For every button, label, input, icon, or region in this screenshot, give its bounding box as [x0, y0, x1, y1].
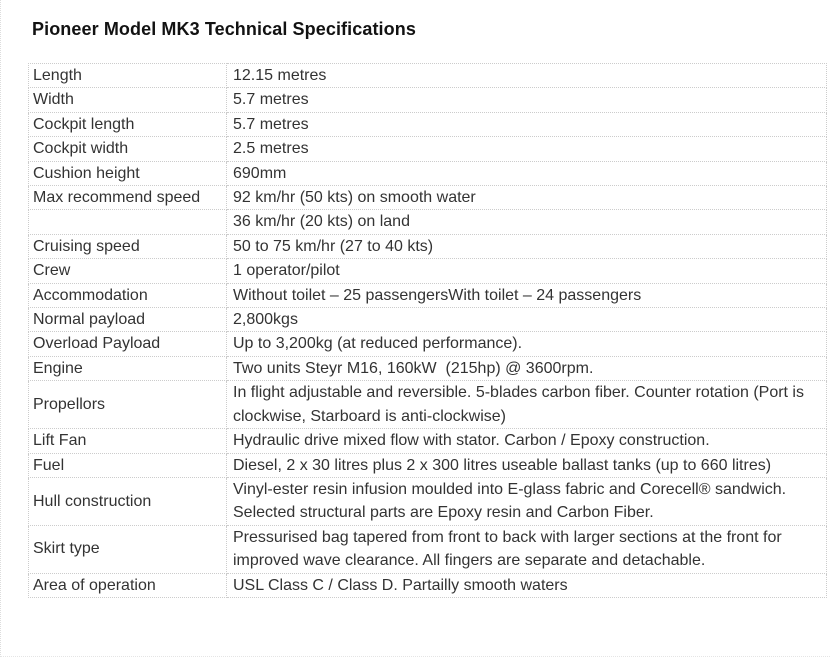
- spec-value: USL Class C / Class D. Partailly smooth waters: [227, 573, 827, 597]
- spec-label: Cockpit length: [29, 112, 227, 136]
- spec-value: 50 to 75 km/hr (27 to 40 kts): [227, 234, 827, 258]
- spec-value: 2.5 metres: [227, 137, 827, 161]
- spec-row: [29, 308, 827, 332]
- spec-value: 36 km/hr (20 kts) on land: [227, 210, 827, 234]
- spec-label: Skirt type: [29, 525, 227, 573]
- spec-value: 1 operator/pilot: [227, 259, 827, 283]
- spec-row: [29, 332, 827, 356]
- spec-label: [29, 210, 227, 234]
- spec-value: 2,800kgs: [227, 308, 827, 332]
- spec-row: [29, 112, 827, 136]
- spec-row: [29, 573, 827, 597]
- spec-row: [29, 381, 827, 429]
- spec-row: [29, 88, 827, 112]
- spec-label: Overload Payload: [29, 332, 227, 356]
- spec-row: [29, 186, 827, 210]
- spec-value: Pressurised bag tapered from front to back with larger sections at the front for improved wave clearance. All fingers are separate and detachable.: [227, 525, 827, 573]
- spec-label: Propellors: [29, 381, 227, 429]
- spec-value: 5.7 metres: [227, 112, 827, 136]
- spec-label: Cruising speed: [29, 234, 227, 258]
- spec-row: [29, 259, 827, 283]
- spec-label: Max recommend speed: [29, 186, 227, 210]
- spec-row: [29, 161, 827, 185]
- spec-value: 92 km/hr (50 kts) on smooth water: [227, 186, 827, 210]
- spec-row: [29, 356, 827, 380]
- spec-table: [28, 63, 827, 598]
- spec-label: Crew: [29, 259, 227, 283]
- page-title: Pioneer Model MK3 Technical Specifications: [32, 19, 416, 39]
- spec-row: [29, 137, 827, 161]
- spec-label: Lift Fan: [29, 429, 227, 453]
- spec-value: Up to 3,200kg (at reduced performance).: [227, 332, 827, 356]
- spec-row: [29, 210, 827, 234]
- spec-row: [29, 453, 827, 477]
- spec-value: Diesel, 2 x 30 litres plus 2 x 300 litres useable ballast tanks (up to 660 litres): [227, 453, 827, 477]
- spec-value: In flight adjustable and reversible. 5-blades carbon fiber. Counter rotation (Port is clockwise, Starboard is anti-clockwise): [227, 381, 827, 429]
- spec-label: Normal payload: [29, 308, 227, 332]
- spec-label: Engine: [29, 356, 227, 380]
- spec-label: Hull construction: [29, 477, 227, 525]
- spec-value: 690mm: [227, 161, 827, 185]
- spec-row: [29, 234, 827, 258]
- spec-label: Width: [29, 88, 227, 112]
- spec-label: Cushion height: [29, 161, 227, 185]
- spec-row: [29, 429, 827, 453]
- spec-label: Length: [29, 64, 227, 88]
- spec-label: Area of operation: [29, 573, 227, 597]
- spec-row: [29, 525, 827, 573]
- spec-label: Fuel: [29, 453, 227, 477]
- spec-label: Accommodation: [29, 283, 227, 307]
- spec-table-body: [29, 64, 827, 598]
- spec-value: Hydraulic drive mixed flow with stator. Carbon / Epoxy construction.: [227, 429, 827, 453]
- spec-row: [29, 64, 827, 88]
- spec-value: Two units Steyr M16, 160kW (215hp) @ 3600rpm.: [227, 356, 827, 380]
- spec-value: Without toilet – 25 passengersWith toilet – 24 passengers: [227, 283, 827, 307]
- spec-row: [29, 477, 827, 525]
- spec-row: [29, 283, 827, 307]
- spec-value: Vinyl-ester resin infusion moulded into E-glass fabric and Corecell® sandwich. Selected structural parts are Epoxy resin and Carbon Fiber.: [227, 477, 827, 525]
- spec-label: Cockpit width: [29, 137, 227, 161]
- spec-value: 5.7 metres: [227, 88, 827, 112]
- spec-value: 12.15 metres: [227, 64, 827, 88]
